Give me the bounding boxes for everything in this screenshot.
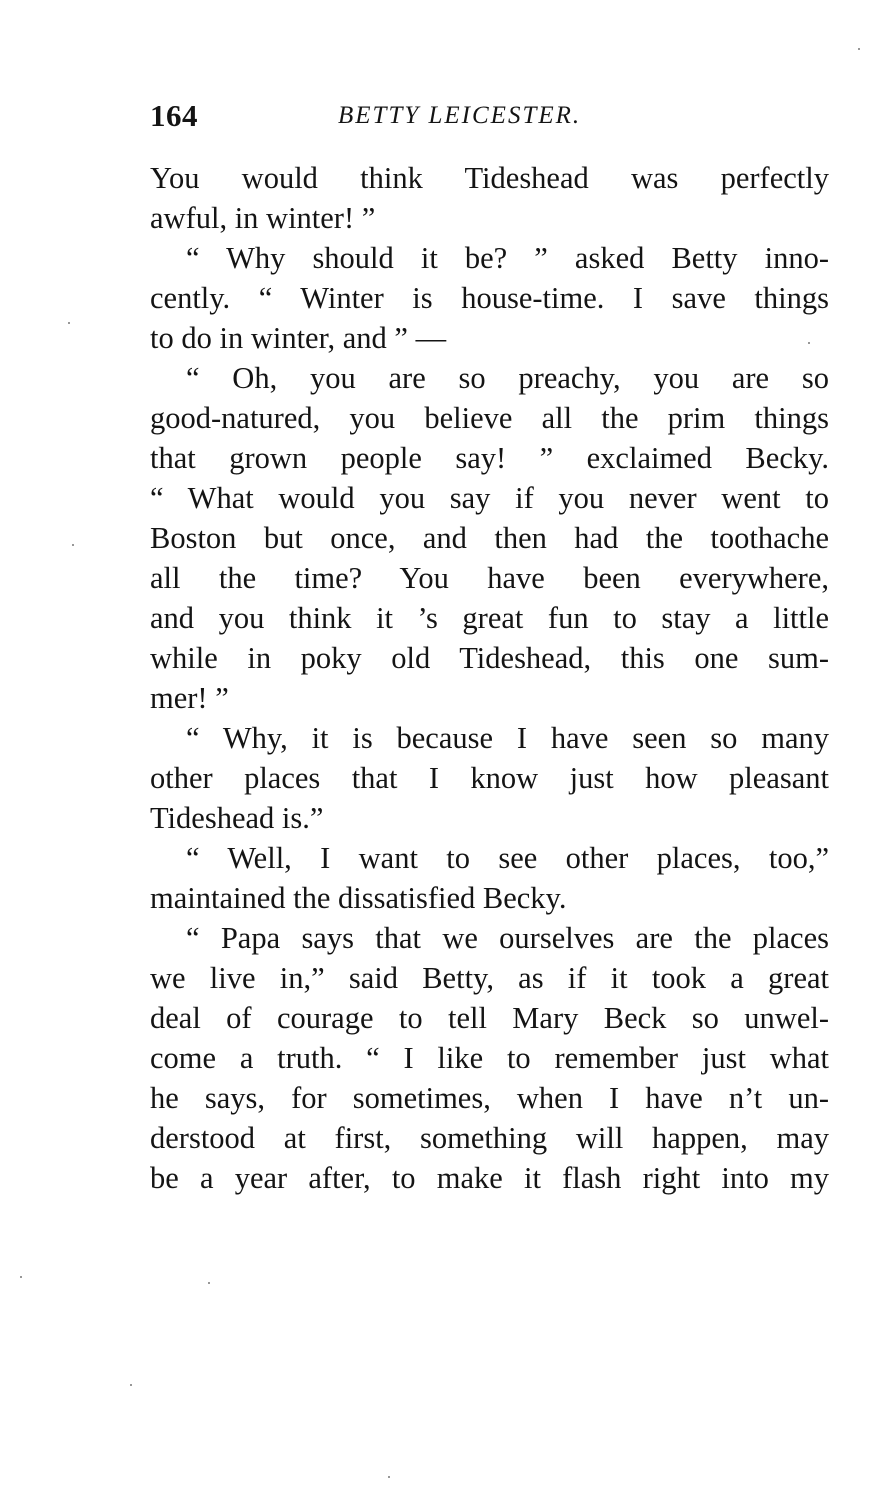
- text-line: mer! ”: [150, 681, 229, 715]
- scan-speck: [808, 342, 810, 344]
- scan-speck: [68, 322, 70, 324]
- text-line: maintained the dissatisfied Becky.: [150, 881, 567, 915]
- scan-speck: [388, 1476, 390, 1478]
- text-line: deal of courage to tell Mary Beck so unwel-: [150, 1001, 829, 1035]
- text-line: we live in,” said Betty, as if it took a great: [150, 961, 829, 995]
- scan-speck: [20, 1276, 22, 1278]
- scan-speck: [72, 544, 74, 546]
- text-line: Tideshead is.”: [150, 801, 324, 835]
- scan-speck: [208, 1282, 210, 1284]
- text-line: awful, in winter! ”: [150, 201, 376, 235]
- body-text: [150, 158, 829, 1198]
- text-line: come a truth. “ I like to remember just what: [150, 1041, 829, 1075]
- text-line: “ Papa says that we ourselves are the places: [186, 921, 829, 955]
- text-line: “ What would you say if you never went to: [150, 481, 829, 515]
- page-header: [150, 98, 830, 138]
- text-line: all the time? You have been everywhere,: [150, 561, 829, 595]
- text-line: cently. “ Winter is house-time. I save things: [150, 281, 829, 315]
- text-line: Boston but once, and then had the toothache: [150, 521, 829, 555]
- text-line: “ Why should it be? ” asked Betty inno-: [186, 241, 829, 275]
- text-line: while in poky old Tideshead, this one sum-: [150, 641, 829, 675]
- text-line: be a year after, to make it flash right into my: [150, 1161, 829, 1195]
- text-line: You would think Tideshead was perfectly: [150, 161, 829, 195]
- text-line: “ Well, I want to see other places, too,”: [186, 841, 829, 875]
- text-line: derstood at first, something will happen, may: [150, 1121, 829, 1155]
- page-number: 164: [150, 98, 198, 133]
- text-line: “ Oh, you are so preachy, you are so: [186, 361, 829, 395]
- text-line: “ Why, it is because I have seen so many: [186, 721, 829, 755]
- running-title: BETTY LEICESTER.: [338, 102, 582, 129]
- text-line: to do in winter, and ” —: [150, 321, 447, 355]
- text-line: good-natured, you believe all the prim things: [150, 401, 829, 435]
- text-line: that grown people say! ” exclaimed Becky.: [150, 441, 829, 475]
- text-line: other places that I know just how pleasant: [150, 761, 829, 795]
- text-line: he says, for sometimes, when I have n’t un-: [150, 1081, 829, 1115]
- text-line: and you think it ’s great fun to stay a little: [150, 601, 829, 635]
- scan-speck: [858, 48, 860, 50]
- scan-speck: [130, 1384, 132, 1386]
